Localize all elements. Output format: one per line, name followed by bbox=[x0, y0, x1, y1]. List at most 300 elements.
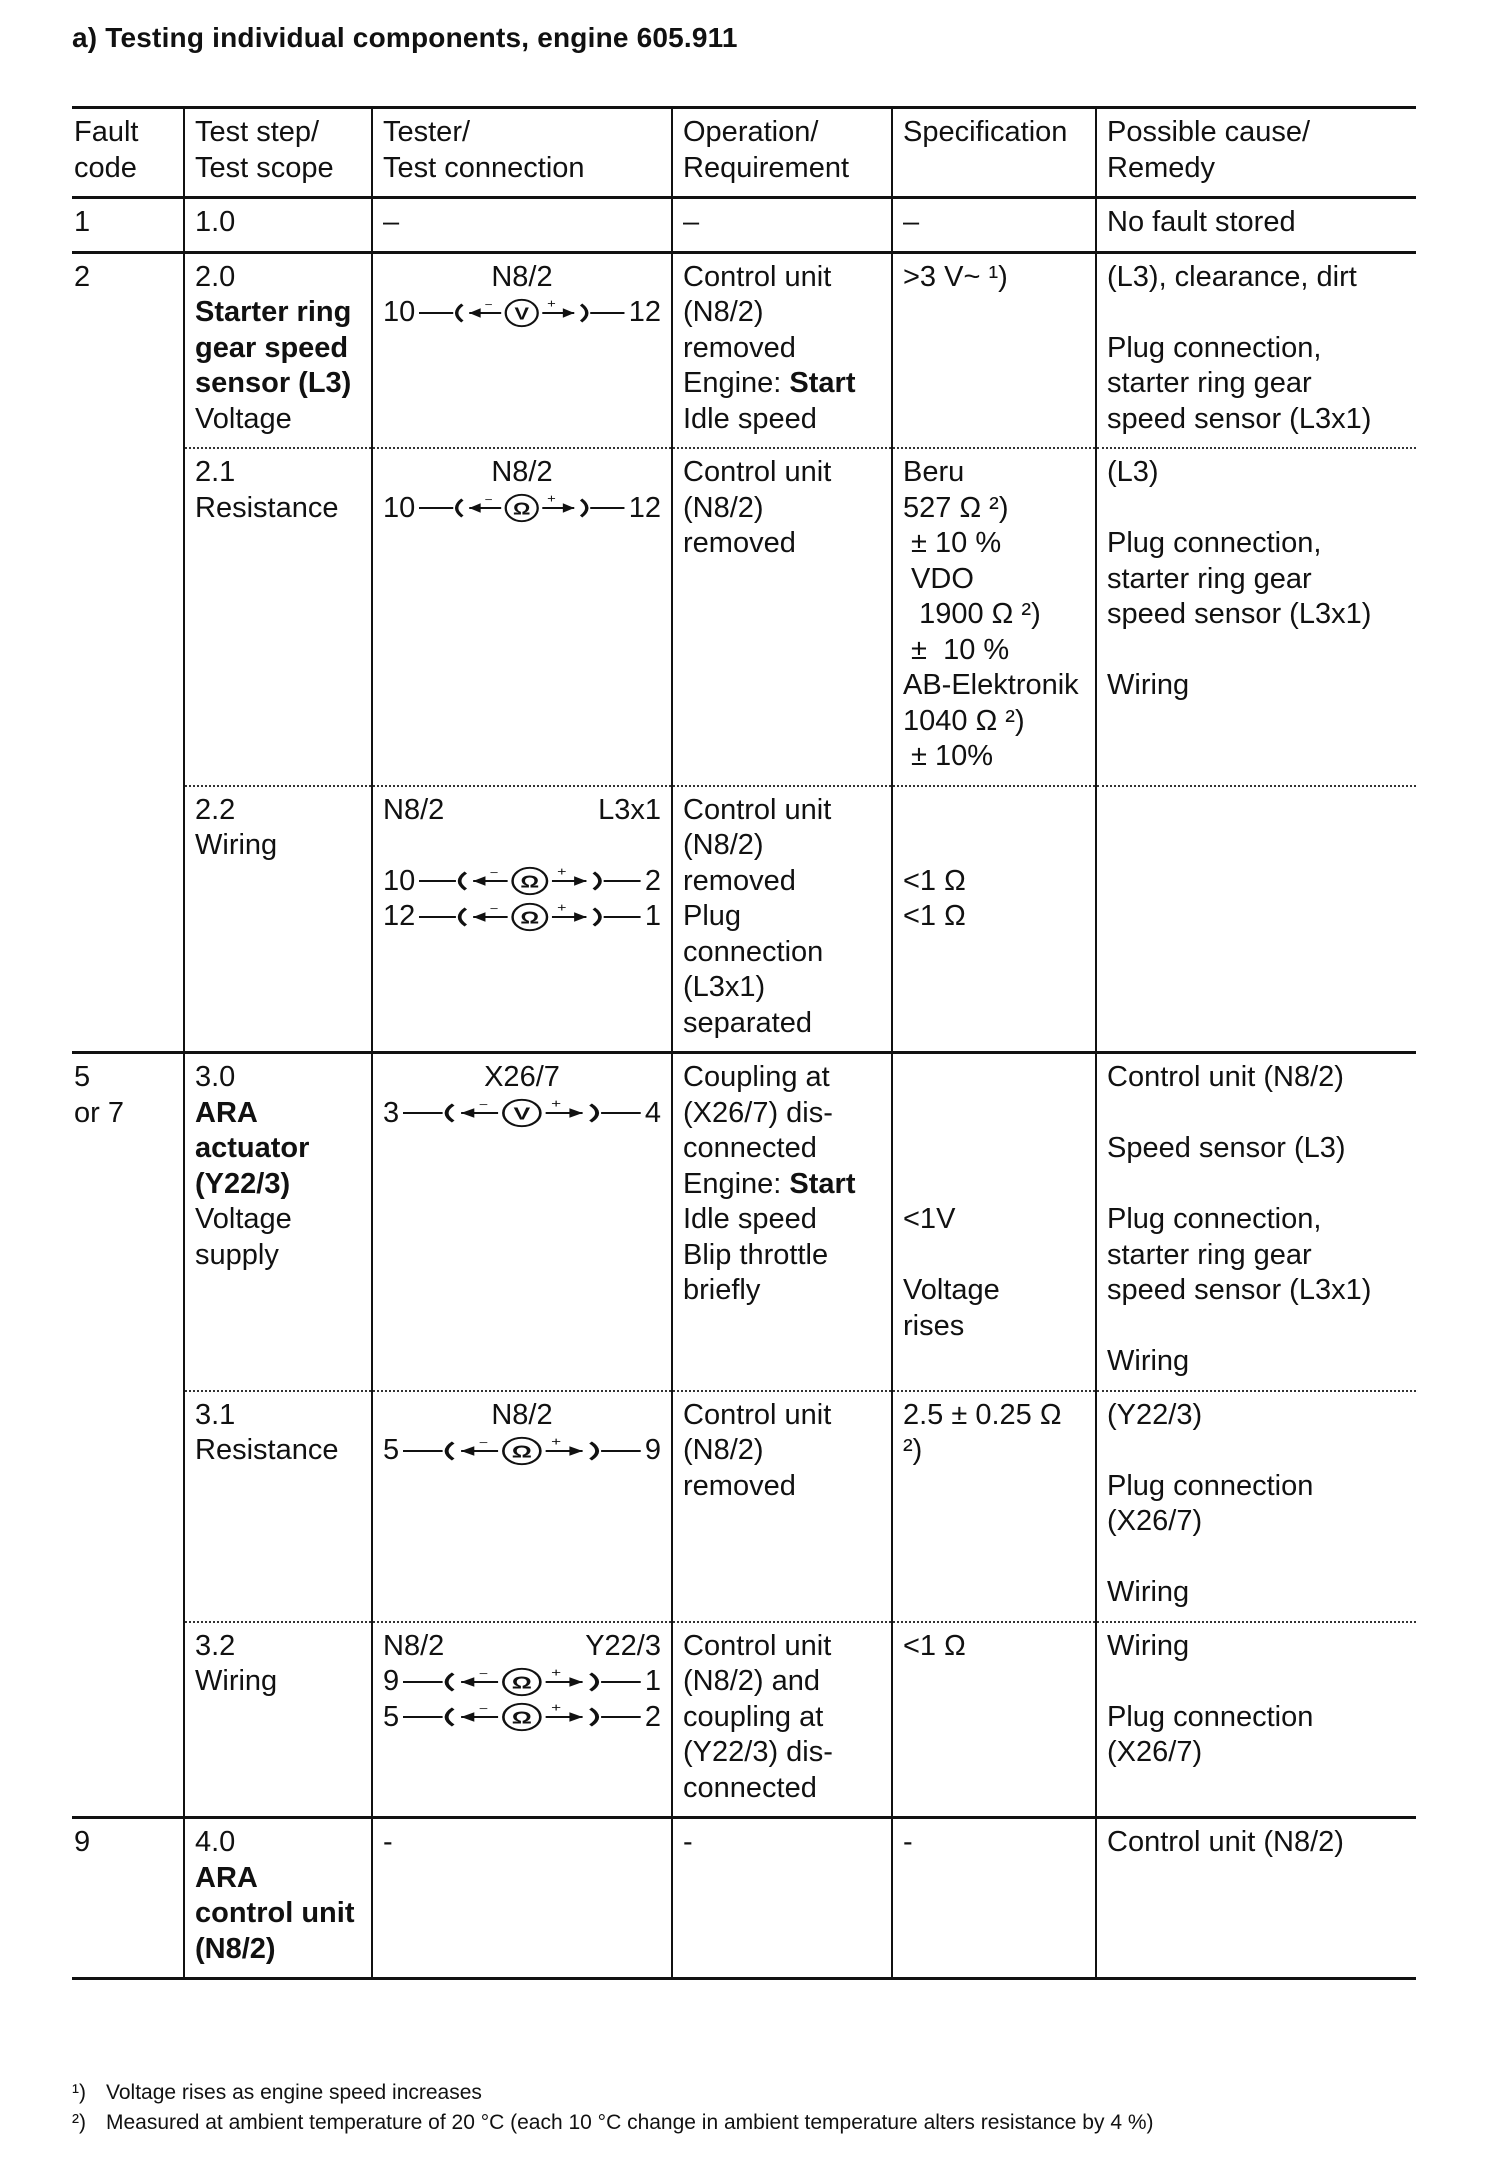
operation-cell bbox=[672, 1622, 892, 1818]
test-step-line: 2.1 bbox=[195, 456, 236, 488]
tester-cell bbox=[372, 252, 672, 448]
svg-text:−: − bbox=[490, 901, 499, 915]
svg-text:+: + bbox=[551, 1665, 562, 1680]
test-step-line: ARA bbox=[195, 1096, 258, 1129]
fault-code-cell bbox=[72, 1391, 184, 1622]
operation-bold: Start bbox=[789, 1167, 856, 1200]
spacer bbox=[1107, 1664, 1406, 1700]
operation-line bbox=[683, 1006, 881, 1042]
operation-cell bbox=[672, 1391, 892, 1622]
connection-row bbox=[383, 1700, 661, 1736]
svg-text:+: + bbox=[557, 865, 567, 880]
test-step-line: 2.0 bbox=[195, 260, 236, 293]
specification-line: Beru bbox=[903, 456, 965, 488]
pin-right: 1 bbox=[644, 900, 661, 932]
specification-line: – bbox=[903, 206, 920, 238]
svg-text:+: + bbox=[551, 1096, 562, 1111]
test-step-line: (Y22/3) bbox=[195, 1167, 291, 1200]
test-step-line: 3.1 bbox=[195, 1398, 236, 1431]
tester-cell bbox=[372, 1053, 672, 1391]
operation-line bbox=[683, 366, 881, 402]
pin-right: 2 bbox=[644, 1700, 661, 1733]
specification-line: VDO bbox=[903, 562, 974, 595]
table-row bbox=[72, 448, 1416, 786]
cause-cell bbox=[1096, 1391, 1416, 1622]
test-step-cell bbox=[184, 1622, 372, 1818]
operation-line bbox=[683, 828, 881, 864]
operation-text: removed bbox=[683, 527, 796, 559]
pin-left: 10 bbox=[383, 864, 416, 897]
pin-right: 12 bbox=[628, 491, 661, 524]
operation-line bbox=[683, 1771, 881, 1807]
spacer bbox=[1107, 491, 1406, 527]
cause-line: speed sensor (L3x1) bbox=[1107, 402, 1372, 435]
operation-line bbox=[683, 1060, 881, 1096]
cause-line: (X26/7) bbox=[1107, 1505, 1203, 1537]
test-step-line: Voltage bbox=[195, 402, 292, 435]
test-step-line: 3.0 bbox=[195, 1061, 236, 1093]
specification-line: 2.5 ± 0.25 Ω bbox=[903, 1398, 1062, 1431]
cause-line: Plug connection, bbox=[1107, 1203, 1322, 1235]
operation-text: (N8/2) and bbox=[683, 1665, 821, 1697]
specification-cell bbox=[892, 1053, 1096, 1391]
test-step-line: 2.2 bbox=[195, 793, 236, 826]
specification-cell bbox=[892, 786, 1096, 1053]
specification-line: <1 Ω bbox=[903, 864, 966, 897]
operation-line bbox=[683, 1735, 881, 1771]
spacer bbox=[903, 793, 1085, 829]
cause-cell bbox=[1096, 198, 1416, 253]
operation-text: (L3x1) bbox=[683, 971, 766, 1003]
fault-code: 5 bbox=[74, 1061, 91, 1093]
connection-label-left: N8/2 bbox=[491, 456, 553, 488]
test-step-cell bbox=[184, 1053, 372, 1391]
test-step-line: sensor (L3) bbox=[195, 367, 352, 399]
operation-text: Control unit bbox=[683, 1629, 832, 1662]
operation-line bbox=[683, 793, 881, 829]
page-title: a) Testing individual components, engine 605.911 bbox=[72, 22, 738, 53]
test-step-line: Voltage bbox=[195, 1203, 292, 1235]
operation-line bbox=[683, 1825, 881, 1861]
specification-cell bbox=[892, 198, 1096, 253]
meter-connection-icon bbox=[419, 900, 641, 934]
operation-line bbox=[683, 260, 881, 296]
operation-text: connection bbox=[683, 935, 824, 968]
meter-connection-icon bbox=[419, 296, 624, 330]
meter-connection-icon bbox=[403, 1665, 641, 1699]
operation-text: Idle speed bbox=[683, 1203, 817, 1235]
svg-text:V: V bbox=[513, 1103, 531, 1124]
header-fault-code: Fault code bbox=[74, 116, 139, 184]
test-step-line: gear speed bbox=[195, 331, 349, 364]
cause-line: speed sensor (L3x1) bbox=[1107, 1274, 1372, 1306]
svg-text:−: − bbox=[479, 1436, 489, 1449]
svg-text:−: − bbox=[484, 493, 493, 507]
cause-line: Plug connection bbox=[1107, 1469, 1314, 1502]
spacer bbox=[1107, 295, 1406, 331]
operation-text: connected bbox=[683, 1771, 817, 1804]
operation-text: Idle speed bbox=[683, 402, 817, 435]
header-cause: Possible cause/ Remedy bbox=[1096, 108, 1416, 198]
meter-connection-icon bbox=[403, 1700, 641, 1734]
header-test-step: Test step/ Test scope bbox=[184, 108, 372, 198]
cause-line: starter ring gear bbox=[1107, 367, 1312, 399]
test-step-line: control unit bbox=[195, 1897, 355, 1929]
svg-text:+: + bbox=[547, 296, 557, 310]
specification-line: >3 V~ ¹) bbox=[903, 260, 1008, 293]
svg-text:−: − bbox=[490, 866, 499, 880]
footnote-mark: ¹) bbox=[72, 2081, 86, 2104]
operation-line bbox=[683, 526, 881, 562]
operation-text: coupling at bbox=[683, 1700, 824, 1733]
connection-label bbox=[383, 1629, 661, 1665]
test-step-cell bbox=[184, 786, 372, 1053]
test-step-cell bbox=[184, 448, 372, 786]
operation-text: Engine: bbox=[683, 367, 790, 399]
spacer bbox=[1107, 1540, 1406, 1576]
cause-line: Plug connection, bbox=[1107, 527, 1322, 559]
table-row bbox=[72, 1391, 1416, 1622]
connection-row bbox=[383, 899, 661, 935]
operation-line bbox=[683, 1469, 881, 1505]
spacer bbox=[903, 1238, 1085, 1274]
tester-cell bbox=[372, 1622, 672, 1818]
connection-row bbox=[383, 1664, 661, 1700]
fault-code: 2 bbox=[74, 260, 91, 293]
pin-left: 5 bbox=[383, 1700, 400, 1733]
fault-code-cell bbox=[72, 252, 184, 448]
tester-cell bbox=[372, 786, 672, 1053]
operation-text: Plug bbox=[683, 900, 742, 932]
pin-right: 9 bbox=[644, 1434, 661, 1466]
connection-label bbox=[383, 1398, 661, 1434]
footnotes bbox=[72, 2078, 1422, 2138]
pin-left: 10 bbox=[383, 491, 416, 524]
connection-label-left: N8/2 bbox=[491, 260, 553, 293]
pin-left: 9 bbox=[383, 1665, 400, 1697]
cause-line: (X26/7) bbox=[1107, 1736, 1203, 1768]
operation-text: (Y22/3) dis- bbox=[683, 1736, 833, 1768]
operation-line bbox=[683, 402, 881, 438]
specification-line: <1 Ω bbox=[903, 900, 966, 932]
operation-text: Engine: bbox=[683, 1167, 790, 1200]
test-step-line: actuator bbox=[195, 1132, 310, 1164]
operation-text: removed bbox=[683, 864, 796, 897]
operation-text: connected bbox=[683, 1132, 817, 1164]
spacer bbox=[903, 1167, 1085, 1203]
specification-line: AB-Elektronik bbox=[903, 669, 1079, 701]
pin-left: 10 bbox=[383, 296, 416, 328]
pin-right: 4 bbox=[644, 1096, 661, 1129]
spacer bbox=[1107, 1309, 1406, 1345]
svg-text:+: + bbox=[551, 1700, 562, 1715]
operation-text: briefly bbox=[683, 1274, 761, 1306]
operation-line bbox=[683, 1202, 881, 1238]
spacer bbox=[1107, 1096, 1406, 1132]
header-row bbox=[72, 108, 1416, 198]
table-row bbox=[72, 786, 1416, 1053]
meter-connection-icon bbox=[403, 1096, 641, 1130]
cause-line: Wiring bbox=[1107, 1629, 1190, 1662]
operation-line bbox=[683, 864, 881, 900]
cause-line: Wiring bbox=[1107, 669, 1190, 701]
specification-line: Voltage bbox=[903, 1274, 1000, 1306]
operation-line bbox=[683, 1131, 881, 1167]
cause-line: (L3), clearance, dirt bbox=[1107, 260, 1357, 293]
operation-text: separated bbox=[683, 1006, 812, 1039]
svg-text:Ω: Ω bbox=[511, 1671, 533, 1693]
operation-line bbox=[683, 1273, 881, 1309]
test-step-line: 1.0 bbox=[195, 206, 236, 238]
spacer bbox=[1107, 1167, 1406, 1203]
specification-line: ± 10% bbox=[903, 740, 994, 772]
fault-code-cell bbox=[72, 198, 184, 253]
cause-line: (L3) bbox=[1107, 456, 1159, 488]
operation-text: - bbox=[683, 1826, 693, 1858]
specification-line: <1 Ω bbox=[903, 1629, 966, 1662]
cause-line: Control unit (N8/2) bbox=[1107, 1061, 1344, 1093]
operation-cell bbox=[672, 252, 892, 448]
operation-cell bbox=[672, 1818, 892, 1979]
tester-cell bbox=[372, 1391, 672, 1622]
specification-line: 527 Ω ²) bbox=[903, 491, 1009, 524]
cause-cell bbox=[1096, 1053, 1416, 1391]
operation-line bbox=[683, 899, 881, 935]
cause-line: starter ring gear bbox=[1107, 1238, 1312, 1271]
operation-cell bbox=[672, 448, 892, 786]
test-step-line: Resistance bbox=[195, 1434, 339, 1466]
operation-line bbox=[683, 1398, 881, 1434]
table-row bbox=[72, 1053, 1416, 1391]
operation-cell bbox=[672, 198, 892, 253]
fault-code-cell bbox=[72, 786, 184, 1053]
operation-line bbox=[683, 1700, 881, 1736]
test-step-line: (N8/2) bbox=[195, 1932, 276, 1965]
footnote-1 bbox=[72, 2078, 1422, 2108]
connection-row bbox=[383, 295, 661, 331]
meter-connection-icon bbox=[403, 1434, 641, 1468]
specification-line: <1V bbox=[903, 1203, 956, 1235]
specification-line: - bbox=[903, 1826, 913, 1858]
operation-line bbox=[683, 1238, 881, 1274]
footnote-2 bbox=[72, 2108, 1422, 2138]
connection-label bbox=[383, 1060, 661, 1096]
meter-connection-icon bbox=[419, 864, 641, 898]
operation-line bbox=[683, 1167, 881, 1203]
footnote-text: Voltage rises as engine speed increases bbox=[106, 2081, 482, 2104]
connection-row bbox=[383, 1096, 661, 1132]
connection-row bbox=[383, 1433, 661, 1469]
spacer bbox=[383, 828, 661, 864]
specification-line: ± 10 % bbox=[903, 527, 1002, 559]
operation-text: – bbox=[683, 206, 700, 238]
svg-text:V: V bbox=[514, 304, 530, 324]
cause-line: Wiring bbox=[1107, 1576, 1190, 1608]
test-step-line: Resistance bbox=[195, 491, 339, 524]
fault-code-cell bbox=[72, 1622, 184, 1818]
connection-label bbox=[383, 260, 661, 296]
connection-label bbox=[383, 793, 661, 829]
operation-line bbox=[683, 331, 881, 367]
svg-text:−: − bbox=[479, 1667, 489, 1680]
cause-line: No fault stored bbox=[1107, 206, 1296, 238]
operation-text: Control unit bbox=[683, 1398, 832, 1431]
operation-line bbox=[683, 455, 881, 491]
connection-label-left: N8/2 bbox=[383, 793, 445, 826]
spacer bbox=[903, 1131, 1085, 1167]
spacer bbox=[1107, 633, 1406, 669]
connection-label-left: N8/2 bbox=[383, 1629, 445, 1662]
operation-text: removed bbox=[683, 331, 796, 364]
operation-bold: Start bbox=[789, 367, 856, 399]
table-row bbox=[72, 1622, 1416, 1818]
cause-line: Control unit (N8/2) bbox=[1107, 1826, 1344, 1858]
specification-cell bbox=[892, 448, 1096, 786]
operation-line bbox=[683, 295, 881, 331]
operation-line bbox=[683, 935, 881, 971]
footnote-mark: ²) bbox=[72, 2111, 86, 2134]
header-tester: Tester/ Test connection bbox=[372, 108, 672, 198]
test-step-line: ARA bbox=[195, 1861, 258, 1894]
cause-line: Speed sensor (L3) bbox=[1107, 1132, 1346, 1164]
specification-line: 1900 Ω ²) bbox=[903, 598, 1041, 630]
cause-line: Plug connection, bbox=[1107, 331, 1322, 364]
specification-line: 1040 Ω ²) bbox=[903, 704, 1025, 737]
fault-code-cell bbox=[72, 1818, 184, 1979]
fault-code: 9 bbox=[74, 1826, 91, 1858]
connection-label bbox=[383, 455, 661, 491]
operation-text: (N8/2) bbox=[683, 829, 764, 861]
tester-cell bbox=[372, 198, 672, 253]
operation-text: removed bbox=[683, 1469, 796, 1502]
svg-text:−: − bbox=[479, 1702, 489, 1715]
operation-line bbox=[683, 970, 881, 1006]
operation-cell bbox=[672, 1053, 892, 1391]
svg-text:+: + bbox=[551, 1434, 562, 1449]
operation-text: (X26/7) dis- bbox=[683, 1096, 833, 1129]
test-step-line: Starter ring bbox=[195, 296, 352, 328]
test-step-line: 3.2 bbox=[195, 1629, 236, 1662]
header-operation: Operation/ Requirement bbox=[672, 108, 892, 198]
connection-label-right: L3x1 bbox=[598, 793, 661, 826]
operation-text: Control unit bbox=[683, 793, 832, 826]
meter-connection-icon bbox=[419, 491, 624, 525]
cause-line: speed sensor (L3x1) bbox=[1107, 598, 1372, 630]
operation-cell bbox=[672, 786, 892, 1053]
spacer bbox=[1107, 1433, 1406, 1469]
cause-cell bbox=[1096, 252, 1416, 448]
operation-text: (N8/2) bbox=[683, 1434, 764, 1466]
pin-left: 12 bbox=[383, 900, 416, 932]
pin-right: 12 bbox=[628, 296, 661, 328]
operation-line bbox=[683, 491, 881, 527]
specification-line: ²) bbox=[903, 1434, 923, 1466]
operation-line bbox=[683, 1629, 881, 1665]
operation-text: (N8/2) bbox=[683, 491, 764, 524]
operation-text: (N8/2) bbox=[683, 296, 764, 328]
operation-text: Control unit bbox=[683, 260, 832, 293]
svg-text:−: − bbox=[479, 1098, 489, 1111]
fault-code-cell bbox=[72, 1053, 184, 1391]
connection-label-right: Y22/3 bbox=[585, 1629, 661, 1662]
specification-cell bbox=[892, 1622, 1096, 1818]
operation-line bbox=[683, 205, 881, 241]
operation-line bbox=[683, 1433, 881, 1469]
test-step-line: Wiring bbox=[195, 829, 278, 861]
test-step-cell bbox=[184, 1818, 372, 1979]
svg-text:+: + bbox=[557, 900, 567, 915]
spacer bbox=[903, 1096, 1085, 1132]
tester-cell bbox=[372, 448, 672, 786]
specification-cell bbox=[892, 1391, 1096, 1622]
table-row bbox=[72, 1818, 1416, 1979]
header-specification: Specification bbox=[892, 108, 1096, 198]
pin-right: 2 bbox=[644, 864, 661, 897]
cause-line: Wiring bbox=[1107, 1345, 1190, 1377]
cause-line: (Y22/3) bbox=[1107, 1398, 1203, 1431]
cause-line: starter ring gear bbox=[1107, 562, 1312, 595]
table-row bbox=[72, 252, 1416, 448]
spacer bbox=[903, 1060, 1085, 1096]
pin-left: 3 bbox=[383, 1096, 400, 1129]
footnote-text: Measured at ambient temperature of 20 °C (each 10 °C change in ambient temperature alters resistance by 4 %) bbox=[106, 2111, 1154, 2134]
test-step-cell bbox=[184, 252, 372, 448]
pin-left: 5 bbox=[383, 1434, 400, 1466]
svg-text:Ω: Ω bbox=[520, 872, 540, 893]
specification-cell bbox=[892, 252, 1096, 448]
fault-code-cell bbox=[72, 448, 184, 786]
tester-text: - bbox=[383, 1826, 393, 1858]
operation-text: Control unit bbox=[683, 456, 832, 488]
connection-row bbox=[383, 491, 661, 527]
cause-line: Plug connection bbox=[1107, 1700, 1314, 1733]
cause-cell bbox=[1096, 448, 1416, 786]
specification-line: rises bbox=[903, 1309, 965, 1342]
fault-code: 1 bbox=[74, 206, 91, 238]
test-step-line: 4.0 bbox=[195, 1826, 236, 1858]
connection-row bbox=[383, 864, 661, 900]
specification-cell bbox=[892, 1818, 1096, 1979]
svg-text:−: − bbox=[484, 298, 493, 311]
test-table bbox=[72, 106, 1416, 1980]
operation-text: Coupling at bbox=[683, 1061, 830, 1093]
fault-code: or 7 bbox=[74, 1096, 124, 1129]
test-step-cell bbox=[184, 198, 372, 253]
table-row bbox=[72, 198, 1416, 253]
cause-cell bbox=[1096, 786, 1416, 1053]
connection-label-left: N8/2 bbox=[491, 1398, 553, 1431]
tester-cell bbox=[372, 1818, 672, 1979]
table-body bbox=[72, 198, 1416, 1979]
operation-line bbox=[683, 1664, 881, 1700]
svg-text:Ω: Ω bbox=[513, 499, 531, 520]
operation-text: Blip throttle bbox=[683, 1238, 829, 1271]
pin-right: 1 bbox=[644, 1665, 661, 1697]
test-step-cell bbox=[184, 1391, 372, 1622]
test-step-line: Wiring bbox=[195, 1665, 278, 1697]
tester-text: – bbox=[383, 206, 400, 238]
svg-text:+: + bbox=[547, 491, 557, 506]
connection-label-left: X26/7 bbox=[484, 1061, 560, 1093]
spacer bbox=[903, 828, 1085, 864]
cause-cell bbox=[1096, 1622, 1416, 1818]
svg-text:Ω: Ω bbox=[520, 907, 540, 928]
svg-text:Ω: Ω bbox=[511, 1707, 533, 1728]
cause-cell bbox=[1096, 1818, 1416, 1979]
svg-text:Ω: Ω bbox=[511, 1440, 533, 1462]
test-step-line: supply bbox=[195, 1238, 279, 1271]
operation-line bbox=[683, 1096, 881, 1132]
